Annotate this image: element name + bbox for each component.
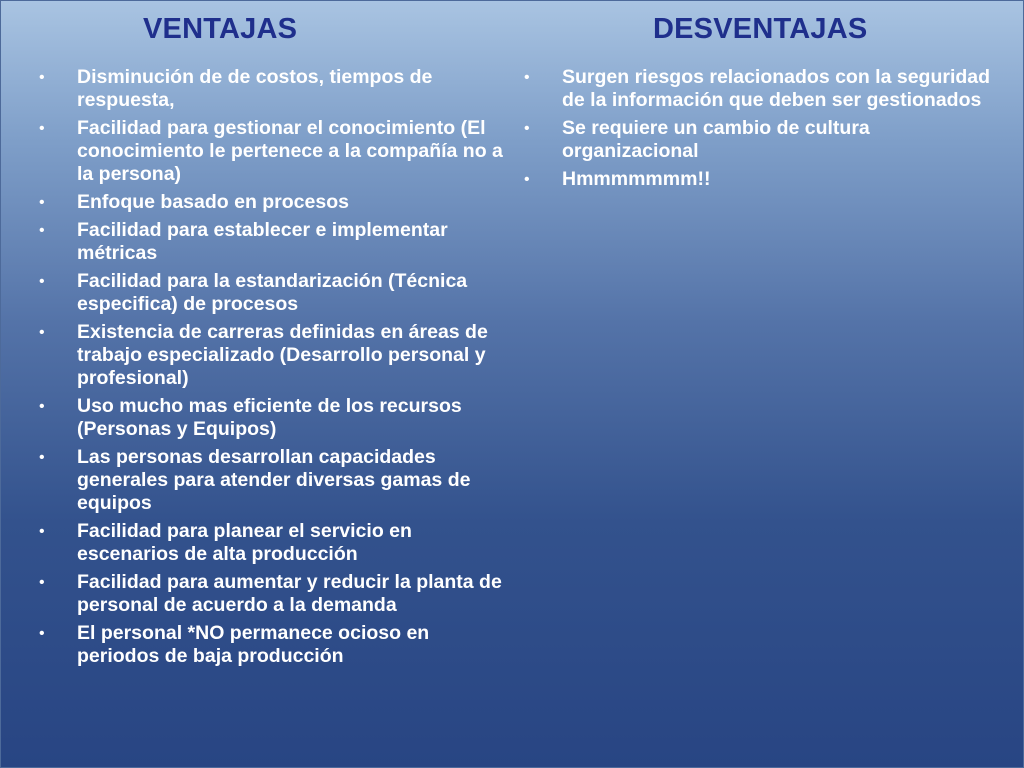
list-item-text: Facilidad para planear el servicio en escenarios de alta producción [77, 520, 412, 565]
list-item-text: El personal *NO permanece ocioso en periodos de baja producción [77, 622, 430, 667]
bullet-icon: • [524, 171, 530, 188]
list-item [30, 571, 510, 617]
ventajas-list [30, 66, 510, 673]
list-item-text: Facilidad para establecer e implementar métricas [77, 219, 448, 264]
bullet-icon: • [39, 523, 45, 540]
bullet-icon: • [39, 449, 45, 466]
bullet-icon: • [39, 194, 45, 211]
list-item [30, 321, 510, 390]
list-item [515, 66, 995, 112]
list-item-text: Facilidad para gestionar el conocimiento (El conocimiento le pertenece a la compañía no a la persona) [77, 117, 503, 185]
list-item-text: Enfoque basado en procesos [77, 191, 349, 213]
desventajas-list [515, 66, 995, 196]
bullet-icon: • [524, 69, 530, 86]
bullet-icon: • [39, 273, 45, 290]
bullet-icon: • [39, 120, 45, 137]
list-item-text: Las personas desarrollan capacidades generales para atender diversas gamas de equipos [77, 446, 471, 514]
list-item [30, 117, 510, 186]
bullet-icon: • [39, 574, 45, 591]
bullet-icon: • [39, 324, 45, 341]
list-item [515, 168, 995, 191]
list-item [515, 117, 995, 163]
list-item-text: Facilidad para aumentar y reducir la planta de personal de acuerdo a la demanda [77, 571, 502, 616]
list-item-text: Se requiere un cambio de cultura organizacional [562, 117, 870, 162]
list-item-text: Surgen riesgos relacionados con la seguridad de la información que deben ser gestionados [562, 66, 991, 111]
list-item-text: Facilidad para la estandarización (Técnica especifica) de procesos [77, 270, 468, 315]
list-item [30, 520, 510, 566]
bullet-icon: • [39, 625, 45, 642]
list-item-text: Hmmmmmmm!! [562, 168, 711, 190]
ventajas-heading: VENTAJAS [143, 13, 298, 45]
bullet-icon: • [39, 69, 45, 86]
list-item [30, 395, 510, 441]
list-item [30, 66, 510, 112]
bullet-icon: • [39, 398, 45, 415]
list-item [30, 270, 510, 316]
list-item-text: Uso mucho mas eficiente de los recursos (Personas y Equipos) [77, 395, 462, 440]
bullet-icon: • [39, 222, 45, 239]
desventajas-heading: DESVENTAJAS [653, 13, 868, 45]
list-item-text: Existencia de carreras definidas en áreas de trabajo especializado (Desarrollo personal y profesional) [77, 321, 488, 389]
list-item [30, 446, 510, 515]
bullet-icon: • [524, 120, 530, 137]
list-item [30, 219, 510, 265]
list-item-text: Disminución de de costos, tiempos de respuesta, [77, 66, 433, 111]
list-item [30, 622, 510, 668]
list-item [30, 191, 510, 214]
